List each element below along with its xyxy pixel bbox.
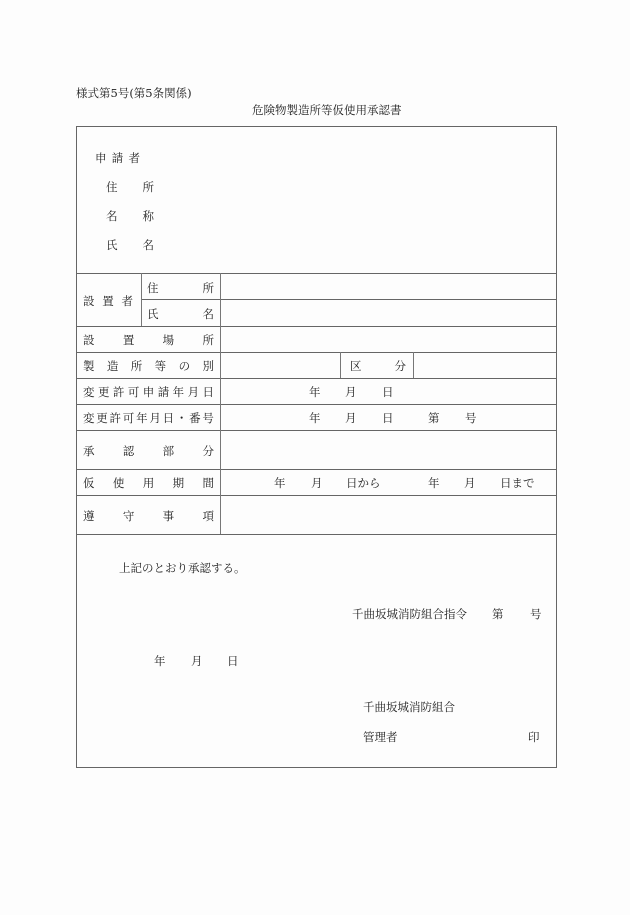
day-until-text: 日まで: [500, 476, 535, 490]
label-char: 所: [202, 281, 214, 295]
label-char: 番: [189, 411, 201, 425]
label-char: 製: [83, 359, 95, 373]
label-char: 年: [172, 385, 185, 399]
facility-type-label: [83, 358, 214, 374]
divider: [141, 273, 142, 326]
divider: [413, 352, 414, 378]
label-char: 造: [106, 359, 119, 373]
label-char: 請: [111, 151, 124, 165]
directive-number-suffix: 号: [530, 607, 542, 621]
day-text: 日: [382, 411, 394, 425]
applicant-person-name-label: [106, 237, 154, 253]
label-char: 設: [83, 294, 95, 308]
year-text: 年: [428, 476, 440, 490]
day-from-text: 日から: [346, 476, 381, 490]
divider: [76, 352, 557, 353]
label-char: 住: [147, 281, 159, 295]
label-char: 請: [157, 385, 170, 399]
month-text: 月: [311, 476, 323, 490]
divider: [340, 352, 341, 378]
label-char: 部: [162, 444, 175, 458]
label-char: 申: [142, 385, 155, 399]
month-text: 月: [345, 411, 357, 425]
applicant-org-name-label: [106, 208, 154, 224]
divider: [76, 430, 557, 431]
issue-day-text: 日: [227, 654, 239, 668]
label-char: 守: [122, 509, 135, 523]
directive-number-prefix: 第: [492, 607, 504, 621]
label-char: 場: [162, 333, 175, 347]
label-char: 更: [97, 385, 110, 399]
applicant-heading: [95, 150, 140, 166]
installer-address-label: [147, 280, 214, 296]
label-char: 年: [136, 411, 148, 425]
label-char: 置: [102, 294, 114, 308]
label-char: 所: [130, 359, 143, 373]
seal-mark: 印: [528, 730, 540, 744]
label-char: 使: [112, 476, 125, 490]
year-text: 年: [309, 385, 321, 399]
label-char: 認: [122, 444, 135, 458]
compliance-items-label: [83, 508, 214, 524]
divider: [141, 299, 557, 300]
division-label: [350, 358, 406, 374]
label-char: 置: [122, 333, 135, 347]
applicant-address-label: [106, 179, 154, 195]
issue-year-text: 年: [154, 654, 166, 668]
number-prefix-text: 第: [428, 411, 440, 425]
year-text: 年: [309, 411, 321, 425]
divider: [220, 273, 221, 534]
divider: [76, 378, 557, 379]
label-char: 可: [127, 385, 140, 399]
form-number: 様式第5号(第5条関係): [76, 86, 192, 100]
label-char: 住: [106, 180, 118, 194]
label-char: 許: [112, 385, 125, 399]
label-char: 期: [172, 476, 185, 490]
label-char: 項: [202, 509, 214, 523]
label-char: 氏: [147, 307, 159, 321]
change-permit-date-number-label: [83, 410, 214, 426]
label-char: 分: [202, 444, 214, 458]
label-char: 日: [202, 385, 214, 399]
label-char: 月: [149, 411, 161, 425]
location-label: [83, 332, 214, 348]
label-char: 名: [202, 307, 214, 321]
label-char: 事: [162, 509, 175, 523]
label-char: 氏: [106, 238, 118, 252]
label-char: 仮: [83, 476, 95, 490]
label-char: 遵: [83, 509, 95, 523]
label-char: 者: [121, 294, 133, 308]
temporary-use-period-label: [83, 475, 214, 491]
label-char: 所: [142, 180, 154, 194]
document-title: 危険物製造所等仮使用承認書: [252, 103, 402, 117]
label-char: 別: [202, 359, 214, 373]
divider: [76, 534, 557, 535]
label-char: 間: [202, 476, 214, 490]
divider: [76, 495, 557, 496]
year-text: 年: [274, 476, 286, 490]
divider: [76, 469, 557, 470]
installer-label: [83, 293, 133, 309]
label-char: 変: [83, 411, 95, 425]
label-char: 分: [394, 359, 406, 373]
label-char: 区: [350, 359, 362, 373]
label-char: 日: [162, 411, 175, 425]
label-char: 変: [83, 385, 95, 399]
label-char: 号: [202, 411, 214, 425]
label-char: 等: [154, 359, 167, 373]
label-char: 所: [202, 333, 214, 347]
label-char: 名: [106, 209, 118, 223]
label-char: ・: [175, 411, 188, 425]
approval-statement: 上記のとおり承認する。: [119, 561, 246, 575]
issuer-organization: 千曲坂城消防組合: [363, 700, 455, 714]
label-char: 月: [187, 385, 200, 399]
installer-name-label: [147, 306, 214, 322]
label-char: 名: [142, 238, 154, 252]
number-suffix-text: 号: [465, 411, 477, 425]
divider: [76, 404, 557, 405]
month-text: 月: [345, 385, 357, 399]
issuer-role: 管理者: [363, 730, 398, 744]
label-char: 設: [83, 333, 95, 347]
directive-label: 千曲坂城消防組合指令: [352, 607, 467, 621]
label-char: 用: [142, 476, 155, 490]
divider: [76, 273, 557, 274]
label-char: 更: [96, 411, 108, 425]
label-char: 承: [83, 444, 95, 458]
day-text: 日: [382, 385, 394, 399]
label-char: 可: [122, 411, 135, 425]
label-char: 申: [95, 151, 107, 165]
label-char: 許: [109, 411, 122, 425]
divider: [76, 326, 557, 327]
label-char: 者: [128, 151, 140, 165]
issue-month-text: 月: [191, 654, 203, 668]
label-char: 称: [142, 209, 154, 223]
approved-part-label: [83, 443, 214, 459]
change-application-date-label: [83, 384, 214, 400]
month-text: 月: [464, 476, 476, 490]
label-char: の: [178, 359, 191, 373]
